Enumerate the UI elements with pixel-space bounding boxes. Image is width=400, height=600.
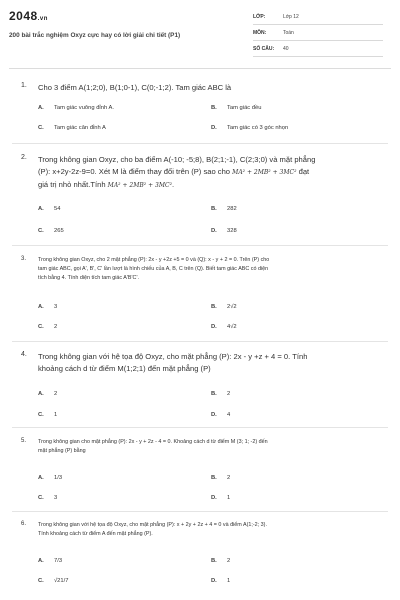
meta-key: MÔN: — [253, 30, 267, 36]
option-d[interactable] — [211, 125, 288, 131]
option-text: 1 — [54, 412, 58, 418]
question-separator — [12, 143, 388, 144]
option-a[interactable] — [38, 105, 114, 111]
option-text: 2 — [54, 391, 58, 397]
option-a[interactable] — [38, 475, 62, 481]
option-d[interactable] — [211, 412, 230, 418]
option-letter: A. — [38, 206, 44, 212]
option-letter: C. — [38, 578, 44, 584]
meta-value: Toán — [283, 30, 294, 36]
question-line: khoảng cách d từ điểm M(1;2;1) đến mặt phẳng (P) — [38, 364, 211, 373]
option-text: 3 — [54, 304, 58, 310]
option-text: 54 — [54, 206, 61, 212]
option-text: Tam giác vuông đỉnh A. — [54, 105, 114, 111]
option-d[interactable] — [211, 228, 237, 234]
option-text: 2 — [227, 391, 231, 397]
question-line: Trong không gian Oxyz, cho ba điểm A(-10; -5;8), B(2;1;-1), C(2;3;0) và mặt phẳng — [38, 155, 316, 164]
option-b[interactable] — [211, 475, 230, 481]
option-letter: D. — [211, 412, 217, 418]
option-text: 1 — [227, 578, 231, 584]
option-text: 282 — [227, 206, 237, 212]
question-line-text: giá trị nhỏ nhất.Tính — [38, 180, 106, 189]
option-letter: A. — [38, 105, 44, 111]
option-letter: D. — [211, 578, 217, 584]
question-separator — [12, 245, 388, 246]
option-letter: B. — [211, 391, 217, 397]
option-a[interactable] — [38, 391, 57, 397]
option-a[interactable] — [38, 558, 62, 564]
option-letter: C. — [38, 324, 44, 330]
question-separator — [12, 427, 388, 428]
option-letter: A. — [38, 558, 44, 564]
option-letter: A. — [38, 304, 44, 310]
option-c[interactable] — [38, 495, 57, 501]
option-text: 2 — [54, 324, 58, 330]
question-text — [38, 521, 388, 539]
option-a[interactable] — [38, 206, 60, 212]
option-d[interactable] — [211, 324, 237, 330]
question-line: Trong không gian với hệ tọa độ Oxyz, cho mặt phẳng (P): x + 2y + 2z + 4 = 0 và điểm A(1;-2; 3). — [38, 522, 267, 528]
option-letter: B. — [211, 304, 217, 310]
option-d[interactable] — [211, 495, 230, 501]
option-letter: D. — [211, 324, 217, 330]
question-line — [38, 166, 388, 179]
option-text: 7/3 — [54, 558, 63, 564]
question-number: 6. — [21, 521, 27, 527]
option-text: 1 — [227, 495, 231, 501]
question-separator — [12, 341, 388, 342]
formula: MA² + 2MB² + 3MC² — [232, 169, 297, 176]
option-letter: A. — [38, 391, 44, 397]
question-number: 3. — [21, 256, 27, 262]
question-line: tam giác ABC, gọi A', B', C' lần lượt là hình chiếu của A, B, C trên (Q). Biết tam giác ABC có diện — [38, 266, 269, 272]
option-text: √21/7 — [54, 578, 69, 584]
option-c[interactable] — [38, 125, 106, 131]
meta-value: 40 — [283, 46, 289, 52]
meta-row-class — [253, 11, 383, 25]
option-c[interactable] — [38, 578, 68, 584]
option-c[interactable] — [38, 228, 64, 234]
question-text — [38, 256, 388, 283]
option-text: Tam giác có 3 góc nhọn — [227, 125, 289, 131]
meta-row-count — [253, 43, 383, 57]
document-title: 200 bài trắc nghiệm Oxyz cực hay có lời giải chi tiết (P1) — [9, 32, 181, 39]
question-line: Cho 3 điểm A(1;2;0), B(1;0-1), C(0;-1;2). Tam giác ABC là — [38, 83, 232, 92]
question-line-text: (P): x+2y-2z-9=0. Xét M là điểm thay đổi trên (P) sao cho — [38, 167, 231, 176]
question-line: giá trị nhỏ nhất.Tính MA² + 2MB² + 3MC². — [38, 180, 175, 189]
option-text: 1/3 — [54, 475, 63, 481]
meta-row-subject — [253, 27, 383, 41]
question-text — [38, 351, 388, 375]
option-b[interactable] — [211, 105, 261, 111]
meta-value: Lớp 12 — [283, 14, 299, 20]
option-text: 265 — [54, 228, 64, 234]
question-separator — [12, 511, 388, 512]
meta-key: LỚP: — [253, 14, 266, 20]
formula: MA² + 2MB² + 3MC² — [107, 182, 172, 189]
question-number: 5. — [21, 438, 27, 444]
option-b[interactable] — [211, 391, 230, 397]
option-letter: D. — [211, 125, 217, 131]
option-letter: C. — [38, 125, 44, 131]
option-letter: B. — [211, 475, 217, 481]
option-b[interactable] — [211, 206, 237, 212]
option-letter: B. — [211, 558, 217, 564]
question-text — [38, 82, 388, 94]
question-number: 1. — [21, 82, 27, 89]
question-line: tích bằng 4. Tính diện tích tam giác A'B'C'. — [38, 275, 139, 281]
option-c[interactable] — [38, 324, 57, 330]
option-a[interactable] — [38, 304, 57, 310]
question-text — [38, 154, 388, 192]
option-letter: A. — [38, 475, 44, 481]
option-b[interactable] — [211, 304, 237, 310]
option-letter: D. — [211, 228, 217, 234]
site-logo[interactable] — [9, 9, 48, 23]
option-b[interactable] — [211, 558, 230, 564]
option-text: 328 — [227, 228, 237, 234]
option-c[interactable] — [38, 412, 57, 418]
question-number: 4. — [21, 351, 27, 358]
option-letter: C. — [38, 412, 44, 418]
option-text: Tam giác đều — [227, 105, 262, 111]
question-line: Trong không gian cho mặt phẳng (P): 2x - y + 2z - 4 = 0. Khoảng cách d từ điểm M (3; 1; -2) đến — [38, 439, 268, 445]
option-text: 4√2 — [227, 324, 237, 330]
option-text: 2 — [227, 475, 231, 481]
question-line: Tính khoảng cách từ điểm A đến mặt phẳng (P). — [38, 531, 153, 537]
meta-key: SỐ CÂU: — [253, 46, 275, 52]
option-letter: B. — [211, 105, 217, 111]
option-text: 2 — [227, 558, 231, 564]
logo-text: 2048 — [9, 9, 38, 23]
option-letter: D. — [211, 495, 217, 501]
option-letter: C. — [38, 495, 44, 501]
option-text: 4 — [227, 412, 231, 418]
logo-suffix: .vn — [37, 16, 48, 22]
option-text: 2√2 — [227, 304, 237, 310]
question-line: Trong không gian với hệ tọa độ Oxyz, cho mặt phẳng (P): 2x - y +z + 4 = 0. Tính — [38, 352, 308, 361]
header-divider — [9, 68, 391, 69]
option-text: 3 — [54, 495, 58, 501]
question-line: Trong không gian Oxyz, cho 2 mặt phẳng (P): 2x - y +2z +5 = 0 và (Q): x - y + 2 = 0. Trên (P) cho — [38, 257, 270, 263]
option-d[interactable] — [211, 578, 230, 584]
question-number: 2. — [21, 154, 27, 161]
question-line-text: đạt — [298, 167, 310, 176]
document-header — [0, 0, 400, 72]
option-text: Tam giác cân đỉnh A — [54, 125, 106, 131]
question-text — [38, 438, 388, 456]
option-letter: C. — [38, 228, 44, 234]
question-line: mặt phẳng (P) bằng — [38, 448, 86, 454]
option-letter: B. — [211, 206, 217, 212]
